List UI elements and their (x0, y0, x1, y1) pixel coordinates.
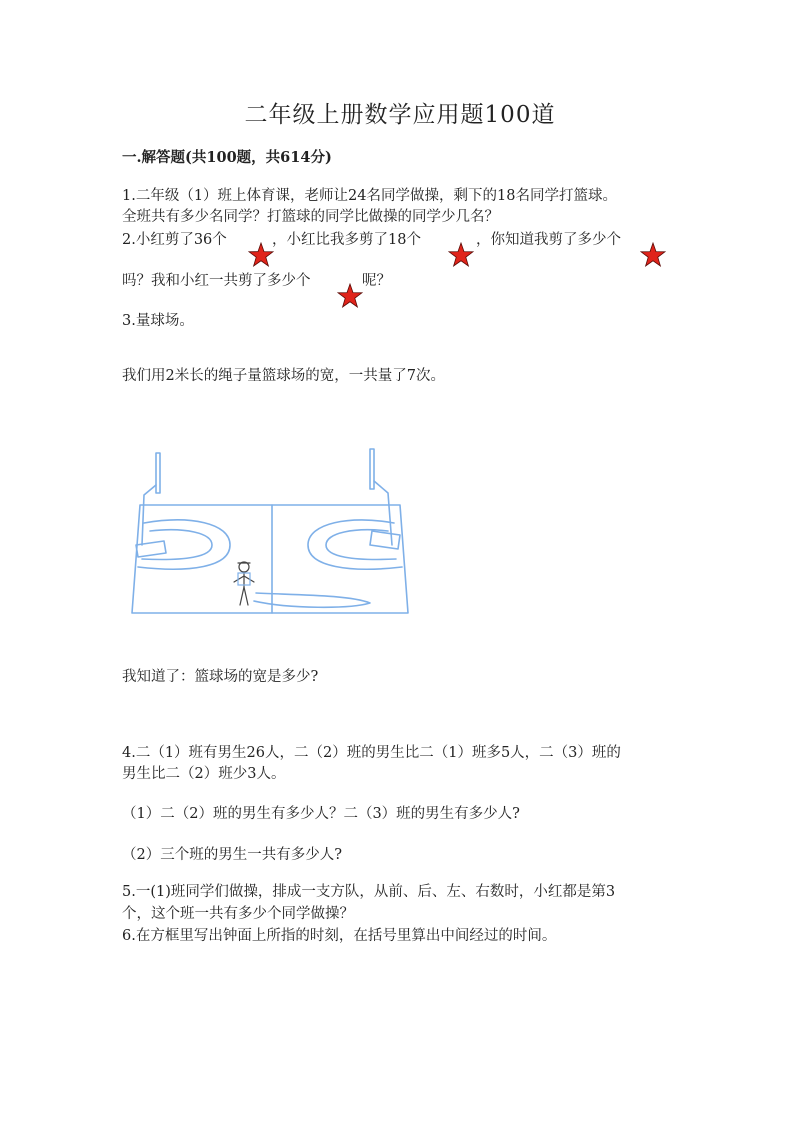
q3-question: 我知道了：篮球场的宽是多少? (122, 669, 319, 685)
q2-part5: 呢？ (362, 273, 391, 289)
q2-part1: 2.小红剪了36个 (122, 232, 227, 248)
q3-body: 我们用2米长的绳子量篮球场的宽，一共量了7次。 (122, 368, 445, 384)
star-icon (248, 242, 274, 268)
q5-line2: 个，这个班一共有多少个同学做操？ (122, 906, 354, 922)
q2-part4: 吗？我和小红一共剪了多少个 (122, 273, 311, 289)
star-icon (640, 242, 666, 268)
q2-part2: ，小红比我多剪了18个 (272, 232, 421, 248)
q4-line1: 4.二（1）班有男生26人，二（2）班的男生比二（1）班多5人，二（3）班的 (122, 745, 621, 761)
q4-sub2: （2）三个班的男生一共有多少人? (122, 847, 342, 863)
q4-sub1: （1）二（2）班的男生有多少人？二（3）班的男生有多少人? (122, 806, 520, 822)
q1-line2: 全班共有多少名同学？打篮球的同学比做操的同学少几名？ (122, 209, 499, 225)
q4-line2: 男生比二（2）班少3人。 (122, 766, 286, 782)
section-heading: 一.解答题(共100题，共614分) (122, 149, 332, 166)
q1-line1: 1.二年级（1）班上体育课，老师让24名同学做操，剩下的18名同学打篮球。 (122, 188, 617, 204)
q2-part3: ，你知道我剪了多少个 (476, 232, 621, 248)
q6-line1: 6.在方框里写出钟面上所指的时刻，在括号里算出中间经过的时间。 (122, 928, 557, 944)
q3-heading: 3.量球场。 (122, 313, 194, 329)
basketball-court-illustration (130, 445, 412, 623)
q5-line1: 5.一(1)班同学们做操，排成一支方队，从前、后、左、右数时，小红都是第3 (122, 884, 616, 900)
star-icon (448, 242, 474, 268)
page-title: 二年级上册数学应用题100道 (244, 102, 556, 128)
star-icon (337, 283, 363, 309)
